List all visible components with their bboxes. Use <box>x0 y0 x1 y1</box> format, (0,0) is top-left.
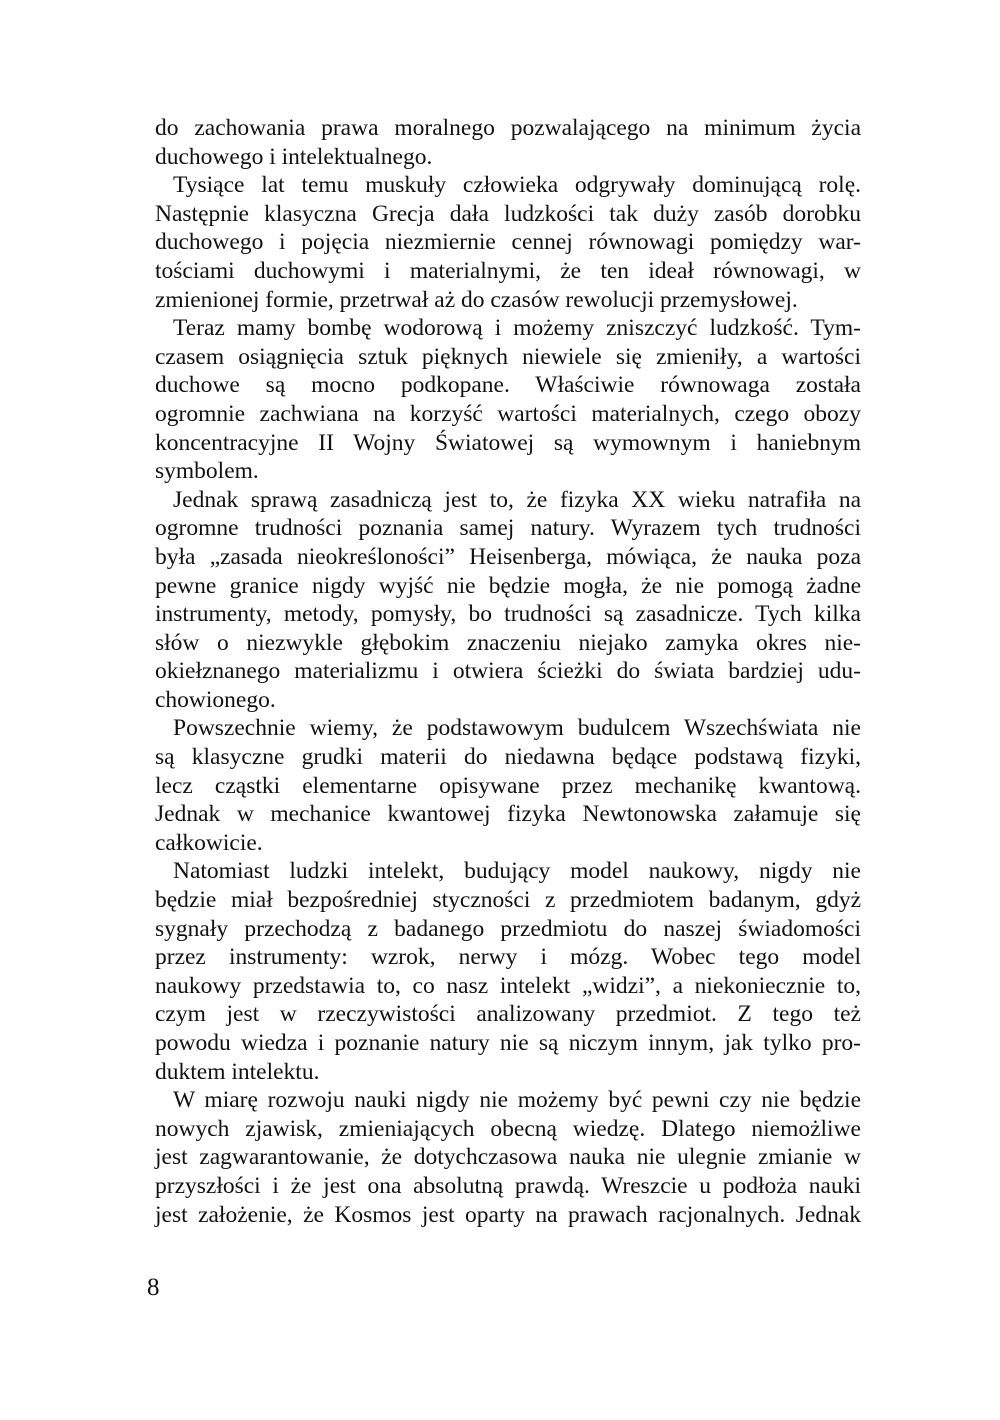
text-line: Natomiast ludzki intelekt, budujący model naukowy, nigdy nie <box>173 858 861 885</box>
text-line: ogromnie zachwiana na korzyść wartości materialnych, czego obozy <box>155 400 861 427</box>
text-line: naukowy przedstawia to, co nasz intelekt „widzi”, a niekoniecznie to, <box>155 972 861 999</box>
text-line: przyszłości i że jest ona absolutną prawdą. Wreszcie u podłoża nauki <box>155 1172 861 1199</box>
text-line: do zachowania prawa moralnego pozwalającego na minimum życia <box>155 115 861 141</box>
text-line: Jednak sprawą zasadniczą jest to, że fizyka XX wieku natrafiła na <box>173 486 861 513</box>
text-line: jest zagwarantowanie, że dotychczasowa nauka nie ulegnie zmianie w <box>155 1144 861 1171</box>
paragraph-3 <box>155 314 861 486</box>
text-line: zmienionej formie, przetrwał aż do czasów rewolucji przemysłowej. <box>155 286 798 313</box>
text-line: symbolem. <box>155 458 259 485</box>
page-number: 8 <box>147 1274 160 1301</box>
text-line: Jednak w mechanice kwantowej fizyka Newtonowska załamuje się <box>155 801 861 828</box>
paragraph-2 <box>155 171 861 314</box>
text-line: są klasyczne grudki materii do niedawna będące podstawą fizyki, <box>155 744 861 771</box>
paragraph-1 <box>155 114 861 171</box>
paragraph-7 <box>155 1086 861 1229</box>
text-line: czasem osiągnięcia sztuk pięknych niewiele się zmieniły, a wartości <box>155 343 861 370</box>
text-line: Tysiące lat temu muskuły człowieka odgrywały dominującą rolę. <box>173 172 861 199</box>
text-line: całkowicie. <box>155 829 263 856</box>
text-line: sygnały przechodzą z badanego przedmiotu do naszej świadomości <box>155 915 861 942</box>
text-line: chowionego. <box>155 686 276 713</box>
text-line: Teraz mamy bombę wodorową i możemy zniszczyć ludzkość. Tym- <box>173 315 861 342</box>
text-line: powodu wiedza i poznanie natury nie są niczym innym, jak tylko pro- <box>155 1030 861 1056</box>
text-line: duktem intelektu. <box>155 1058 320 1085</box>
text-line: tościami duchowymi i materialnymi, że ten ideał równowagi, w <box>155 257 861 284</box>
text-line: przez instrumenty: wzrok, nerwy i mózg. Wobec tego model <box>155 944 861 971</box>
text-line: W miarę rozwoju nauki nigdy nie możemy być pewni czy nie będzie <box>173 1087 861 1114</box>
text-line: ogromne trudności poznania samej natury. Wyrazem tych trudności <box>155 515 861 542</box>
text-line: pewne granice nigdy wyjść nie będzie mogła, że nie pomogą żadne <box>155 572 861 599</box>
text-line: czym jest w rzeczywistości analizowany przedmiot. Z tego też <box>155 1001 861 1028</box>
text-line: Powszechnie wiemy, że podstawowym budulcem Wszechświata nie <box>173 715 861 742</box>
text-line: duchowego i intelektualnego. <box>155 143 433 170</box>
paragraph-4 <box>155 486 861 715</box>
text-line: koncentracyjne II Wojny Światowej są wymownym i haniebnym <box>155 429 861 456</box>
text-line: duchowego i pojęcia niezmiernie cennej równowagi pomiędzy war- <box>155 229 861 256</box>
text-line: okiełznanego materializmu i otwiera ścieżki do świata bardziej udu- <box>155 658 861 685</box>
page-body <box>155 114 861 1229</box>
text-line: była „zasada nieokreśloności” Heisenberga, mówiąca, że nauka poza <box>155 543 861 570</box>
text-line: będzie miał bezpośredniej styczności z przedmiotem badanym, gdyż <box>155 887 861 914</box>
paragraph-5 <box>155 714 861 857</box>
text-line: jest założenie, że Kosmos jest oparty na prawach racjonalnych. Jednak <box>155 1201 861 1228</box>
text-line: instrumenty, metody, pomysły, bo trudności są zasadnicze. Tych kilka <box>155 601 861 628</box>
text-line: lecz cząstki elementarne opisywane przez mechanikę kwantową. <box>155 772 861 799</box>
paragraph-6 <box>155 857 861 1086</box>
text-line: nowych zjawisk, zmieniających obecną wiedzę. Dlatego niemożliwe <box>155 1115 861 1142</box>
text-line: słów o niezwykle głębokim znaczeniu niejako zamyka okres nie- <box>155 629 861 656</box>
text-line: duchowe są mocno podkopane. Właściwie równowaga została <box>155 372 861 399</box>
text-line: Następnie klasyczna Grecja dała ludzkości tak duży zasób dorobku <box>155 200 861 227</box>
